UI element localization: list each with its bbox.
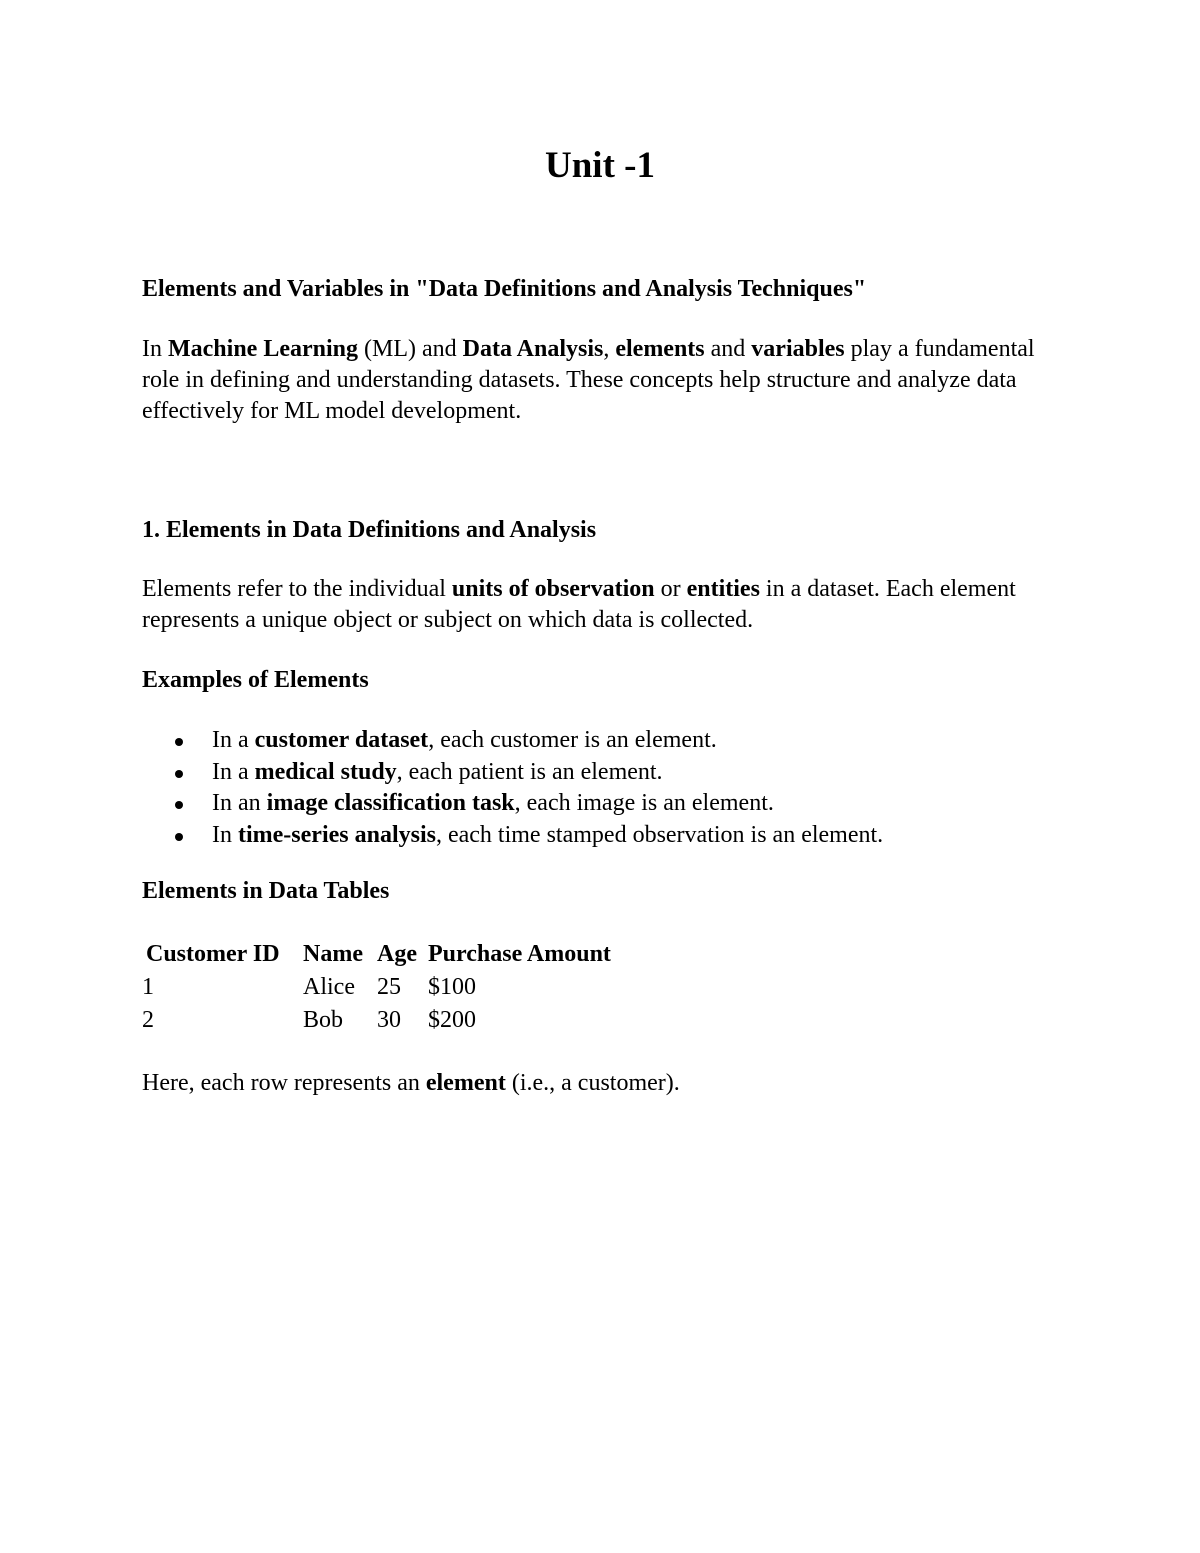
bullet-icon (175, 738, 183, 746)
customer-table (142, 938, 618, 1037)
bullet-icon (175, 770, 183, 778)
table-header-row (142, 938, 618, 971)
table-cell: $200 (428, 1007, 476, 1033)
bullet-icon (175, 801, 183, 809)
table-header-cell: Purchase Amount (428, 941, 611, 967)
subsection-heading: 1. Elements in Data Definitions and Analysis (142, 517, 597, 543)
list-item: In a customer dataset, each customer is an element. (142, 725, 1072, 757)
table-row (142, 971, 618, 1004)
examples-list (142, 725, 1072, 851)
bullet-icon (175, 833, 183, 841)
table-cell: 30 (377, 1007, 401, 1033)
intro-paragraph: In Machine Learning (ML) and Data Analysis, elements and variables play a fundamental role in defining and understanding datasets. These concepts help structure and analyze data effectively for ML model development. (142, 336, 1035, 424)
table-cell: 2 (142, 1007, 154, 1033)
tables-heading: Elements in Data Tables (142, 878, 390, 904)
list-item: In time-series analysis, each time stamped observation is an element. (142, 820, 1072, 852)
table-header-cell: Customer ID (146, 941, 280, 967)
examples-heading: Examples of Elements (142, 667, 369, 693)
table-cell: Bob (303, 1007, 344, 1033)
table-header-cell: Name (303, 941, 363, 967)
list-item: In an image classification task, each image is an element. (142, 788, 1072, 820)
table-cell: 25 (377, 974, 401, 1000)
list-item: In a medical study, each patient is an element. (142, 757, 1072, 789)
page-title: Unit -1 (545, 145, 655, 186)
elements-definition: Elements refer to the individual units of observation or entities in a dataset. Each element represents a unique object or subject on which data is collected. (142, 576, 1016, 633)
section-heading: Elements and Variables in "Data Definitions and Analysis Techniques" (142, 276, 867, 302)
closing-paragraph: Here, each row represents an element (i.e., a customer). (142, 1070, 680, 1096)
table-cell: $100 (428, 974, 476, 1000)
table-row (142, 1004, 618, 1037)
table-cell: Alice (303, 974, 355, 1000)
table-cell: 1 (142, 974, 154, 1000)
table-header-cell: Age (377, 941, 417, 967)
